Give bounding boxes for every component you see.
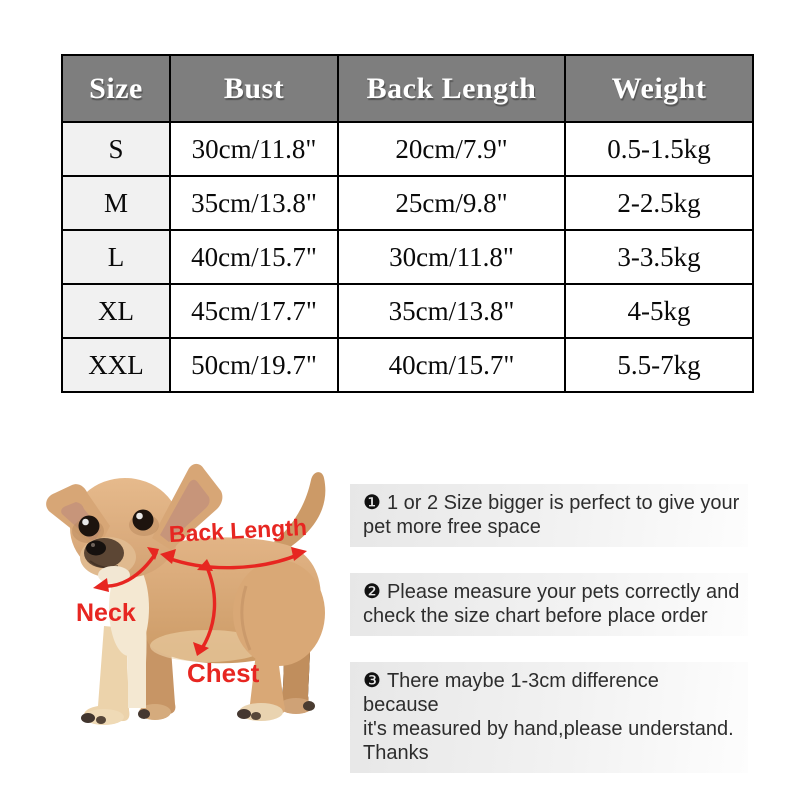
number-1-bullet-icon: ❶ xyxy=(363,492,381,514)
table-row-xl xyxy=(62,284,753,338)
chest-label: Chest xyxy=(187,658,260,688)
chihuahua-illustration xyxy=(28,458,344,794)
size-chart-table xyxy=(61,54,754,393)
cell-size: XL xyxy=(62,284,170,338)
note-line: pet more free space xyxy=(363,516,541,538)
cell-size: L xyxy=(62,230,170,284)
note-item-3 xyxy=(350,662,748,773)
cell-size: XXL xyxy=(62,338,170,392)
note-text: Please measure your pets correctly and xyxy=(386,581,740,603)
note-text: 1 or 2 Size bigger is perfect to give your xyxy=(386,492,740,514)
col-header-back-length: Back Length xyxy=(338,55,565,122)
cell-bust: 40cm/15.7" xyxy=(170,230,338,284)
dog-measurement-diagram xyxy=(28,458,344,794)
note-line: Thanks xyxy=(363,742,429,764)
note-line xyxy=(363,491,740,515)
cell-weight: 0.5-1.5kg xyxy=(565,122,753,176)
cell-bust: 50cm/19.7" xyxy=(170,338,338,392)
number-2-bullet-icon: ❷ xyxy=(363,581,381,603)
cell-bust: 35cm/13.8" xyxy=(170,176,338,230)
cell-back-length: 25cm/9.8" xyxy=(338,176,565,230)
note-line: it's measured by hand,please understand. xyxy=(363,718,734,740)
cell-bust: 30cm/11.8" xyxy=(170,122,338,176)
table-row-s xyxy=(62,122,753,176)
dog-eye-left xyxy=(79,516,100,537)
back-length-label: Back Length xyxy=(168,513,308,548)
header-row xyxy=(62,55,753,122)
cell-weight: 4-5kg xyxy=(565,284,753,338)
cell-weight: 3-3.5kg xyxy=(565,230,753,284)
cell-back-length: 20cm/7.9" xyxy=(338,122,565,176)
neck-label: Neck xyxy=(76,599,136,627)
note-line: check the size chart before place order xyxy=(363,605,708,627)
col-header-size: Size xyxy=(62,55,170,122)
dog-nose xyxy=(86,541,106,556)
dog-haunch xyxy=(233,560,325,666)
cell-back-length: 30cm/11.8" xyxy=(338,230,565,284)
note-line xyxy=(363,580,740,604)
table-row-l xyxy=(62,230,753,284)
cell-back-length: 40cm/15.7" xyxy=(338,338,565,392)
table-row-m xyxy=(62,176,753,230)
cell-weight: 2-2.5kg xyxy=(565,176,753,230)
col-header-bust: Bust xyxy=(170,55,338,122)
note-text: There maybe 1-3cm difference because xyxy=(363,670,659,716)
cell-weight: 5.5-7kg xyxy=(565,338,753,392)
dog-eye-right xyxy=(133,510,154,531)
number-3-bullet-icon: ❸ xyxy=(363,670,381,692)
cell-size: M xyxy=(62,176,170,230)
col-header-weight: Weight xyxy=(565,55,753,122)
note-item-2 xyxy=(350,573,748,636)
note-item-1 xyxy=(350,484,748,547)
cell-bust: 45cm/17.7" xyxy=(170,284,338,338)
table-row-xxl xyxy=(62,338,753,392)
cell-back-length: 35cm/13.8" xyxy=(338,284,565,338)
notes-list xyxy=(350,484,748,799)
cell-size: S xyxy=(62,122,170,176)
note-line xyxy=(363,669,740,717)
